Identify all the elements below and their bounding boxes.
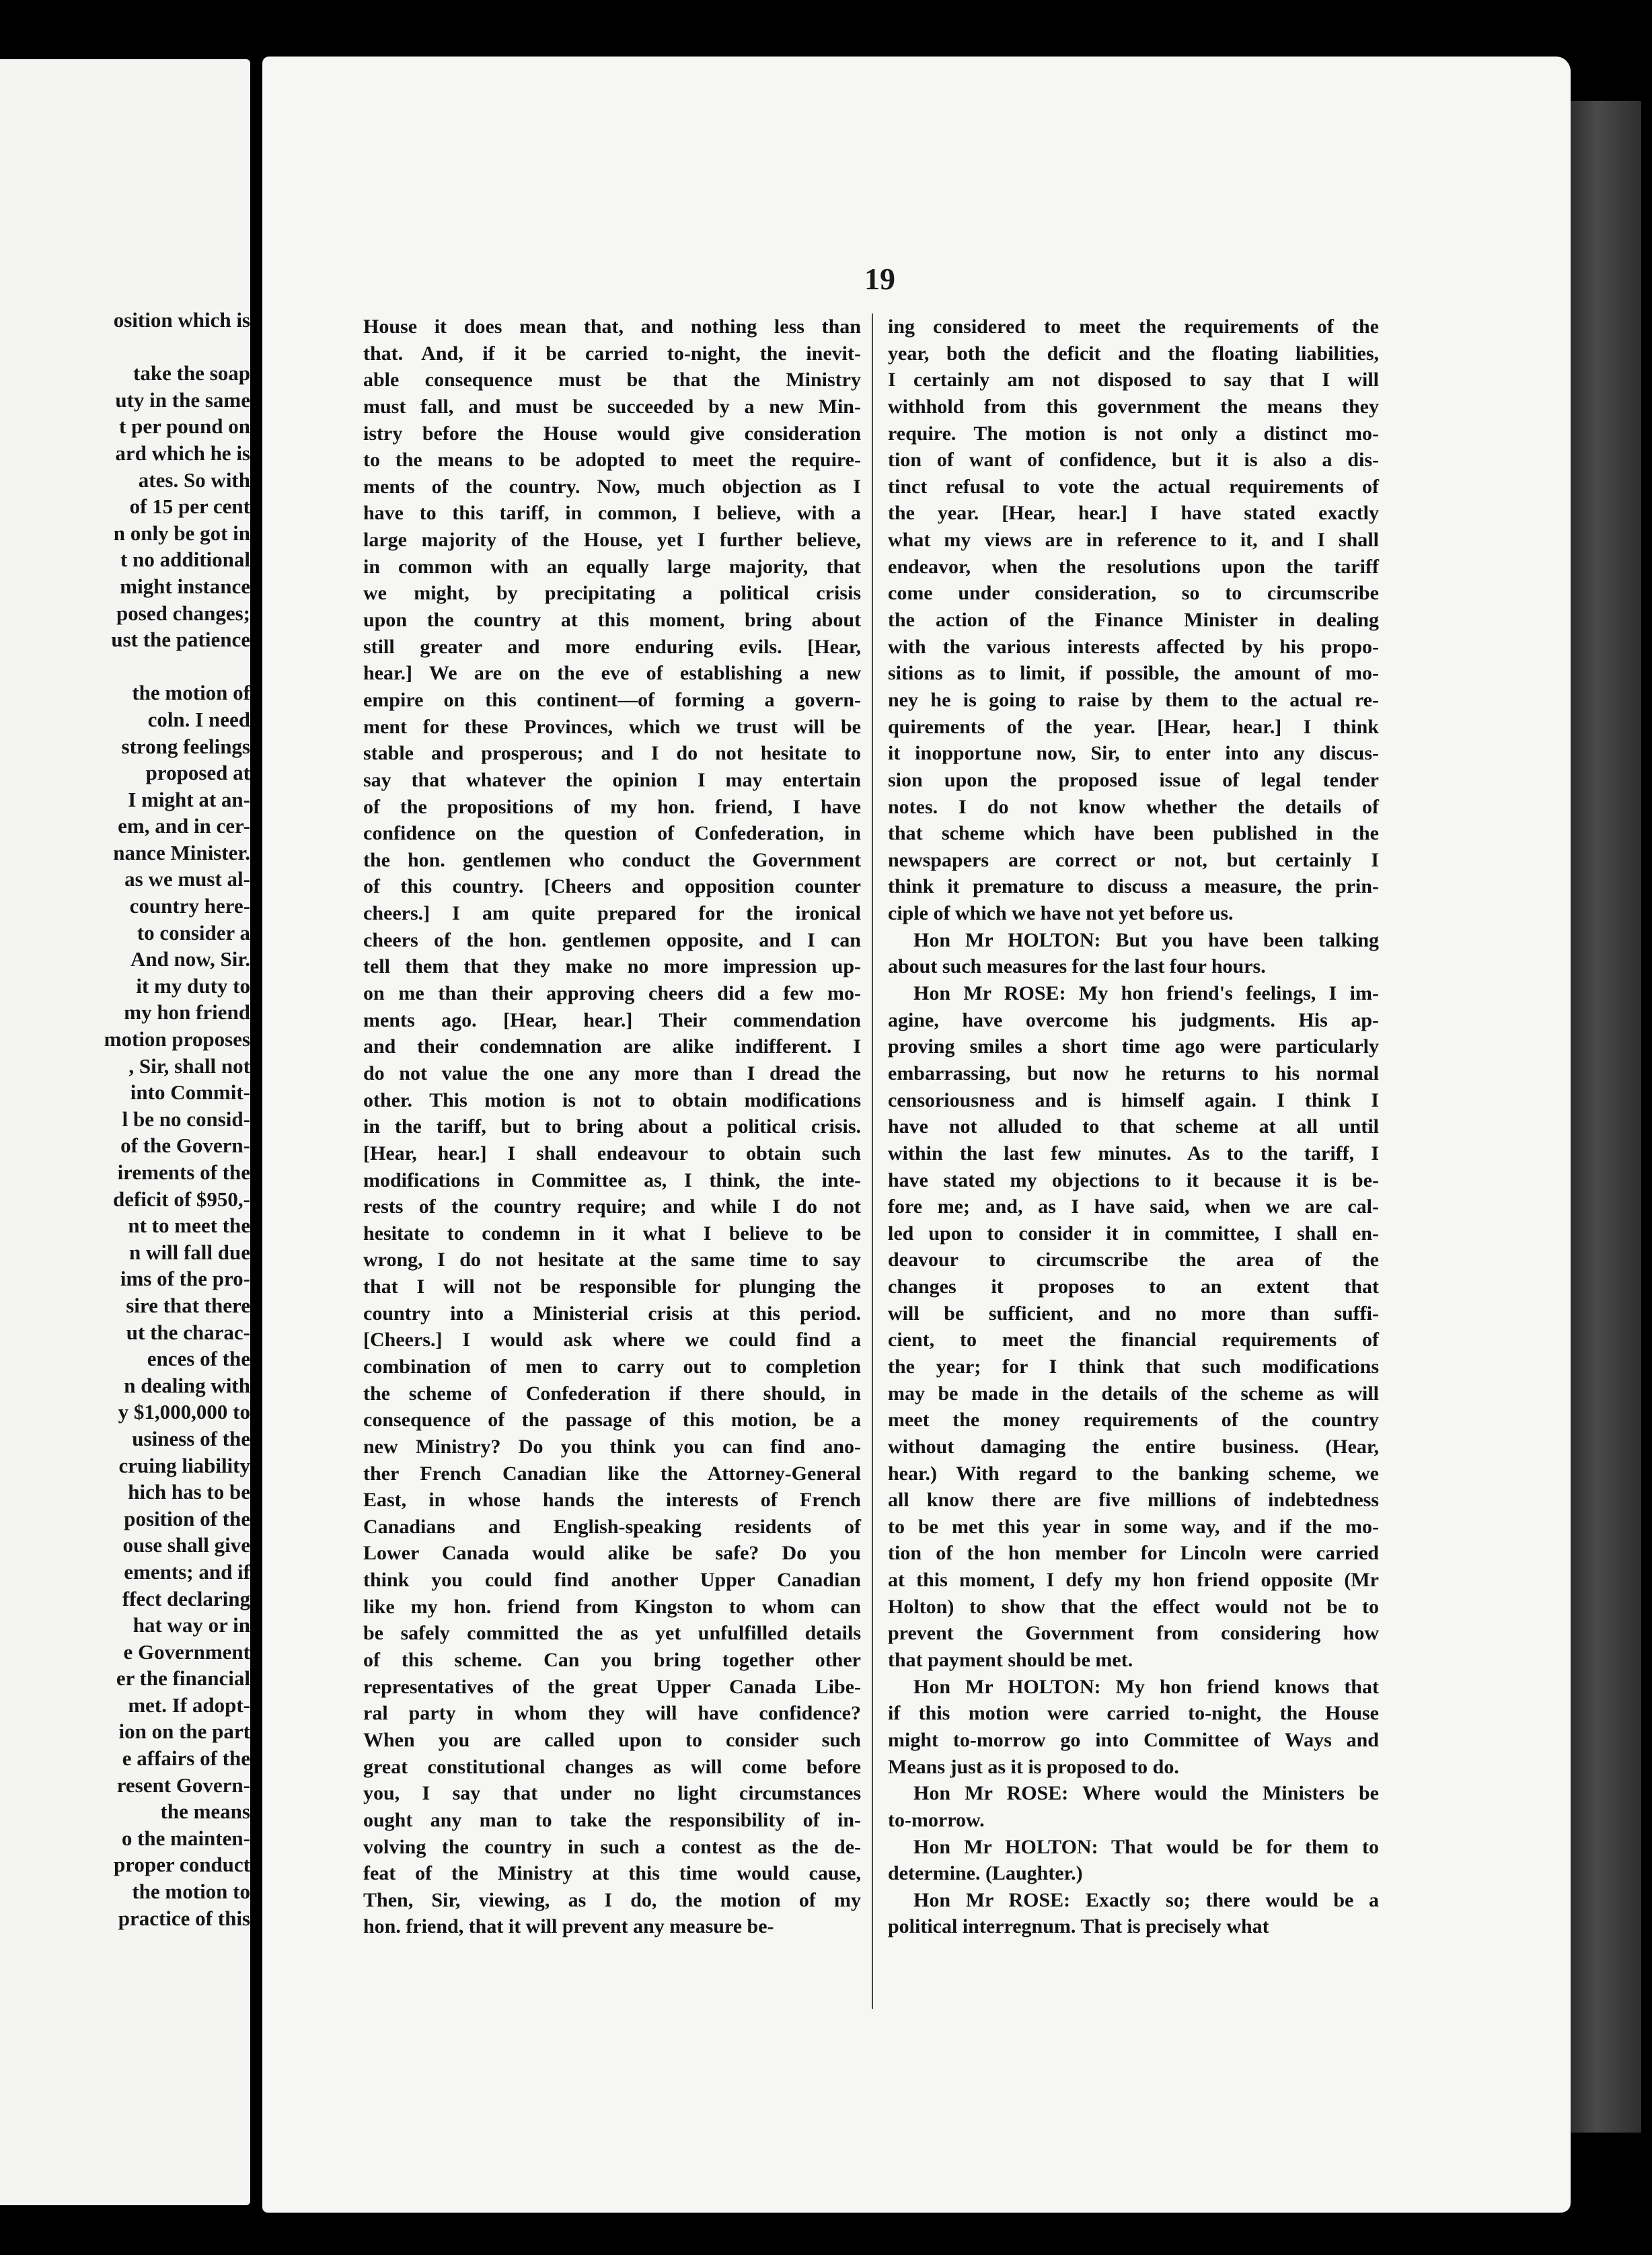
column-2-line: cient, to meet the financial requirements of	[888, 1329, 1379, 1352]
left-page-line: coln. I need	[147, 707, 250, 731]
left-page-line: posed changes;	[116, 601, 250, 625]
column-2-line: about such measures for the last four hours.	[888, 955, 1266, 978]
column-2-line: require. The motion is not only a distinct mo-	[888, 422, 1379, 445]
left-page-line	[0, 653, 250, 680]
column-1-line: be safely committed the as yet unfulfilled details	[363, 1622, 861, 1645]
left-page-line: resent Govern-	[116, 1773, 250, 1797]
column-1-line: do not value the one any more than I dread the	[363, 1062, 861, 1084]
column-2-line: meet the money requirements of the country	[888, 1409, 1379, 1432]
column-2-line: might to-morrow go into Committee of Ways and	[888, 1728, 1379, 1751]
column-1-line: of this scheme. Can you bring together other	[363, 1649, 861, 1672]
left-page-line: ffect declaring	[122, 1586, 250, 1611]
column-1-line: ther French Canadian like the Attorney-General	[363, 1462, 861, 1485]
column-2-line: the year; for I think that such modifications	[888, 1355, 1379, 1378]
left-page-line: the motion of	[132, 681, 250, 705]
column-2-line: Hon Mr ROSE: Exactly so; there would be a	[913, 1888, 1379, 1911]
column-1-line: able consequence must be that the Ministry	[363, 369, 861, 392]
left-page-line: strong feelings	[121, 734, 250, 758]
left-page-line: e affairs of the	[122, 1746, 250, 1771]
column-2-line: have stated my objections to it because it is be-	[888, 1169, 1379, 1191]
column-1-line: ral party in whom they will have confidence?	[363, 1702, 861, 1725]
column-1-line: other. This motion is not to obtain modifications	[363, 1088, 861, 1111]
left-page-line: t per pound on	[119, 414, 250, 439]
left-page-line: o the mainten-	[121, 1826, 250, 1850]
column-2-line: Hon Mr HOLTON: But you have been talking	[913, 928, 1379, 951]
left-page-line: l be no consid-	[122, 1107, 250, 1131]
column-2-line: quirements of the year. [Hear, hear.] I think	[888, 715, 1379, 738]
column-1-line: Then, Sir, viewing, as I do, the motion of my	[363, 1888, 861, 1911]
column-2-line: tinct refusal to vote the actual requirements of	[888, 475, 1379, 498]
column-2-line: tion of want of confidence, but it is also a dis-	[888, 449, 1379, 472]
left-page-line: the means	[160, 1800, 250, 1824]
left-page-line: ences of the	[147, 1347, 250, 1371]
left-page-line: usiness of the	[132, 1426, 250, 1450]
left-page-line: of the Govern-	[120, 1134, 250, 1158]
left-page-line: ion on the part	[118, 1720, 250, 1744]
page-number: 19	[864, 262, 895, 296]
column-1-line: have to this tariff, in common, I believe, with a	[363, 502, 861, 525]
column-2-line: censoriousness and is himself again. I think I	[888, 1088, 1379, 1111]
column-1-line: cheers of the hon. gentlemen opposite, and I can	[363, 928, 861, 951]
column-1-line: that I will not be responsible for plunging the	[363, 1276, 861, 1298]
column-1-line: the scheme of Confederation if there should, in	[363, 1382, 861, 1405]
column-2-line: without damaging the entire business. (Hear,	[888, 1435, 1379, 1458]
column-2-line: led upon to consider it in committee, I shall en-	[888, 1222, 1379, 1245]
column-2-line: within the last few minutes. As to the tariff, I	[888, 1142, 1379, 1165]
column-1-line: consequence of the passage of this motion, be a	[363, 1409, 861, 1432]
left-page-line: e Government	[123, 1639, 250, 1664]
column-1-line: ment for these Provinces, which we trust will be	[363, 715, 861, 738]
column-2-line: proving smiles a short time ago were particularly	[888, 1035, 1379, 1058]
column-2-line: hear.) With regard to the banking scheme, we	[888, 1462, 1379, 1485]
column-1-line: rests of the country require; and while I do not	[363, 1195, 861, 1218]
column-1-line: in common with an equally large majority, that	[363, 555, 861, 578]
left-page-line: proposed at	[145, 761, 250, 785]
left-page-text-fragments	[0, 307, 250, 1931]
column-1-line: confidence on the question of Confederation, in	[363, 822, 861, 845]
column-2-line: sitions as to limit, if possible, the amount of mo-	[888, 662, 1379, 685]
column-1-line: ments ago. [Hear, hear.] Their commendation	[363, 1008, 861, 1031]
left-page-line: ouse shall give	[122, 1533, 250, 1557]
left-page-line: osition which is	[113, 308, 250, 332]
left-page-line: y $1,000,000 to	[118, 1400, 250, 1424]
column-1-line: hon. friend, that it will prevent any measure be-	[363, 1915, 774, 1938]
left-page-line: take the soap	[133, 361, 250, 385]
column-1-line: new Ministry? Do you think you can find ano-	[363, 1435, 861, 1458]
column-1-line: say that whatever the opinion I may entertain	[363, 768, 861, 791]
left-page-line: deficit of $950,-	[112, 1187, 250, 1211]
left-page-line: nt to meet the	[128, 1214, 250, 1238]
column-2-line: prevent the Government from considering how	[888, 1622, 1379, 1645]
book-spine-shadow	[1567, 101, 1641, 2133]
column-1-line: of the propositions of my hon. friend, I have	[363, 795, 861, 818]
column-2-line: may be made in the details of the scheme as will	[888, 1382, 1379, 1405]
column-1-line: empire on this continent—of forming a govern-	[363, 688, 861, 711]
column-2-line: to be met this year in some way, and if the mo-	[888, 1515, 1379, 1538]
left-page-line: the motion to	[132, 1880, 250, 1904]
column-1-line: must fall, and must be succeeded by a new Min-	[363, 395, 861, 418]
left-page-line: to consider a	[137, 920, 250, 945]
column-1-line: hear.] We are on the eve of establishing a new	[363, 662, 861, 685]
column-2-line: embarrassing, but now he returns to his normal	[888, 1062, 1379, 1084]
column-1-line: House it does mean that, and nothing less than	[363, 316, 861, 338]
column-1-line: combination of men to carry out to completion	[363, 1355, 861, 1378]
column-2-line: all know there are five millions of indebtedness	[888, 1489, 1379, 1512]
column-2-line: Hon Mr ROSE: Where would the Ministers be	[913, 1782, 1379, 1805]
column-1-line: modifications in Committee as, I think, the inte-	[363, 1169, 861, 1191]
column-1-line: cheers.] I am quite prepared for the ironical	[363, 902, 861, 925]
column-1-line: upon the country at this moment, bring about	[363, 609, 861, 632]
column-2-line: tion of the hon member for Lincoln were carried	[888, 1542, 1379, 1565]
column-1-line: wrong, I do not hesitate at the same time to say	[363, 1249, 861, 1271]
left-page-line: proper conduct	[114, 1853, 250, 1877]
left-page-line: my hon friend	[124, 1000, 250, 1025]
column-2-line: I certainly am not disposed to say that I will	[888, 369, 1379, 392]
left-page-line: t no additional	[120, 548, 250, 572]
column-1-line: ought any man to take the responsibility of in-	[363, 1808, 861, 1831]
column-2-line: Holton) to show that the effect would not be to	[888, 1595, 1379, 1618]
left-page-line: n will fall due	[128, 1240, 250, 1264]
left-page-line: country here-	[129, 894, 250, 918]
left-page-line: practice of this	[118, 1906, 250, 1930]
text-column-1	[363, 313, 861, 1940]
column-2-line: come under consideration, so to circumscribe	[888, 582, 1379, 605]
column-2-line: changes it proposes to an extent that	[888, 1276, 1379, 1298]
left-page-line: ard which he is	[115, 441, 250, 465]
left-page-line: as we must al-	[124, 867, 250, 891]
left-page-line: ates. So with	[138, 468, 250, 492]
column-1-line: in the tariff, but to bring about a political crisis.	[363, 1115, 861, 1138]
column-2-line: the year. [Hear, hear.] I have stated exactly	[888, 502, 1379, 525]
left-page-line: ims of the pro-	[120, 1267, 250, 1291]
left-page-line: nance Minister.	[113, 840, 250, 864]
column-2-line: determine. (Laughter.)	[888, 1862, 1083, 1885]
left-page-line: hich has to be	[128, 1480, 250, 1504]
column-1-line: tell them that they make no more impression up-	[363, 955, 861, 978]
column-1-line: great constitutional changes as will come before	[363, 1755, 861, 1778]
column-1-line: the hon. gentlemen who conduct the Government	[363, 848, 861, 871]
left-page-line: sire that there	[126, 1293, 250, 1317]
column-2-line: the action of the Finance Minister in dealing	[888, 609, 1379, 632]
column-2-line: if this motion were carried to-night, the House	[888, 1702, 1379, 1725]
column-2-line: with the various interests affected by his propo-	[888, 635, 1379, 658]
column-1-line: of this country. [Cheers and opposition counter	[363, 875, 861, 898]
column-2-line: ing considered to meet the requirements of the	[888, 316, 1379, 338]
column-1-line: and their condemnation are alike indifferent. I	[363, 1035, 861, 1058]
column-1-line: you, I say that under no light circumstances	[363, 1782, 861, 1805]
left-page-line: it my duty to	[136, 973, 250, 998]
column-2-line: that scheme which have been published in the	[888, 822, 1379, 845]
column-1-line: istry before the House would give consideration	[363, 422, 861, 445]
column-2-line: deavour to circumscribe the area of the	[888, 1249, 1379, 1271]
left-page-line: n dealing with	[124, 1373, 250, 1397]
left-page-line: And now, Sir.	[130, 947, 250, 971]
left-page-line: met. If adopt-	[128, 1693, 250, 1717]
left-page-line: em, and in cer-	[118, 814, 250, 838]
column-1-line: East, in whose hands the interests of French	[363, 1489, 861, 1512]
column-1-line: [Cheers.] I would ask where we could find a	[363, 1329, 861, 1352]
left-page-line: , Sir, shall not	[128, 1053, 250, 1078]
column-1-line: think you could find another Upper Canadian	[363, 1569, 861, 1592]
column-2-line: ney he is going to raise by them to the actual re-	[888, 688, 1379, 711]
left-page-line: irements of the	[117, 1160, 250, 1184]
column-2-line: sion upon the proposed issue of legal tender	[888, 768, 1379, 791]
left-page-edge	[0, 59, 250, 2205]
text-column-2	[888, 313, 1379, 1940]
column-1-line: Canadians and English-speaking residents of	[363, 1515, 861, 1538]
column-1-line: we might, by precipitating a political crisis	[363, 582, 861, 605]
left-page-line: cruing liability	[118, 1453, 250, 1477]
column-1-line: Lower Canada would alike be safe? Do you	[363, 1542, 861, 1565]
column-2-line: that payment should be met.	[888, 1649, 1133, 1672]
column-2-line: Hon Mr HOLTON: My hon friend knows that	[913, 1675, 1379, 1698]
left-page-line: ements; and if	[124, 1559, 250, 1584]
column-1-line: volving the country in such a contest as the de-	[363, 1835, 861, 1858]
column-1-line: to the means to be adopted to meet the require-	[363, 449, 861, 472]
column-1-line: hesitate to condemn in it what I believe to be	[363, 1222, 861, 1245]
left-page-line: ut the charac-	[126, 1320, 250, 1344]
left-page-line: uty in the same	[115, 387, 250, 412]
column-2-line: notes. I do not know whether the details of	[888, 795, 1379, 818]
column-2-line: at this moment, I defy my hon friend opposite (Mr	[888, 1569, 1379, 1592]
column-2-line: political interregnum. That is precisely what	[888, 1915, 1269, 1938]
column-1-line: that. And, if it be carried to-night, the inevit-	[363, 342, 861, 365]
column-2-line: have not alluded to that scheme at all until	[888, 1115, 1379, 1138]
column-2-line: to-morrow.	[888, 1808, 985, 1831]
left-page-line: position of the	[124, 1506, 250, 1530]
left-page-line: I might at an-	[128, 787, 250, 811]
column-2-line: endeavor, when the resolutions upon the tariff	[888, 555, 1379, 578]
left-page-line: might instance	[120, 574, 250, 598]
left-page-line: into Commit-	[130, 1080, 250, 1105]
left-page-line: hat way or in	[133, 1613, 250, 1637]
column-1-line: feat of the Ministry at this time would cause,	[363, 1862, 861, 1885]
column-2-line: Hon Mr ROSE: My hon friend's feelings, I im-	[913, 982, 1379, 1005]
column-2-line: what my views are in reference to it, and I shall	[888, 529, 1379, 552]
column-2-line: it inopportune now, Sir, to enter into any discus-	[888, 742, 1379, 765]
column-1-line: on me than their approving cheers did a few mo-	[363, 982, 861, 1005]
column-2-line: think it premature to discuss a measure, the prin-	[888, 875, 1379, 898]
column-1-line: stable and prosperous; and I do not hesitate to	[363, 742, 861, 765]
column-1-line: large majority of the House, yet I further believe,	[363, 529, 861, 552]
column-1-line: country into a Ministerial crisis at this period.	[363, 1302, 861, 1325]
column-2-line: agine, have overcome his judgments. His ap-	[888, 1008, 1379, 1031]
column-2-line: will be sufficient, and no more than suffi-	[888, 1302, 1379, 1325]
column-2-line: newspapers are correct or not, but certainly I	[888, 848, 1379, 871]
column-2-line: Hon Mr HOLTON: That would be for them to	[913, 1835, 1379, 1858]
column-1-line: representatives of the great Upper Canada Libe-	[363, 1675, 861, 1698]
left-page-line: motion proposes	[104, 1027, 250, 1051]
left-page-line: er the financial	[116, 1666, 250, 1691]
column-2-line: year, both the deficit and the floating liabilities,	[888, 342, 1379, 365]
column-1-line: [Hear, hear.] I shall endeavour to obtain such	[363, 1142, 861, 1165]
column-1-line: like my hon. friend from Kingston to whom can	[363, 1595, 861, 1618]
column-1-line: still greater and more enduring evils. [Hear,	[363, 635, 861, 658]
left-page-line	[0, 334, 250, 361]
left-page-line: ust the patience	[111, 628, 250, 652]
column-2-line: fore me; and, as I have said, when we are cal-	[888, 1195, 1379, 1218]
column-1-line: ments of the country. Now, much objection as I	[363, 475, 861, 498]
column-2-line: Means just as it is proposed to do.	[888, 1755, 1179, 1778]
column-2-line: withhold from this government the means they	[888, 395, 1379, 418]
left-page-line: of 15 per cent	[129, 494, 250, 519]
column-2-line: ciple of which we have not yet before us.	[888, 902, 1234, 925]
column-divider	[872, 313, 873, 2009]
column-1-line: When you are called upon to consider such	[363, 1728, 861, 1751]
left-page-line: n only be got in	[113, 521, 250, 545]
